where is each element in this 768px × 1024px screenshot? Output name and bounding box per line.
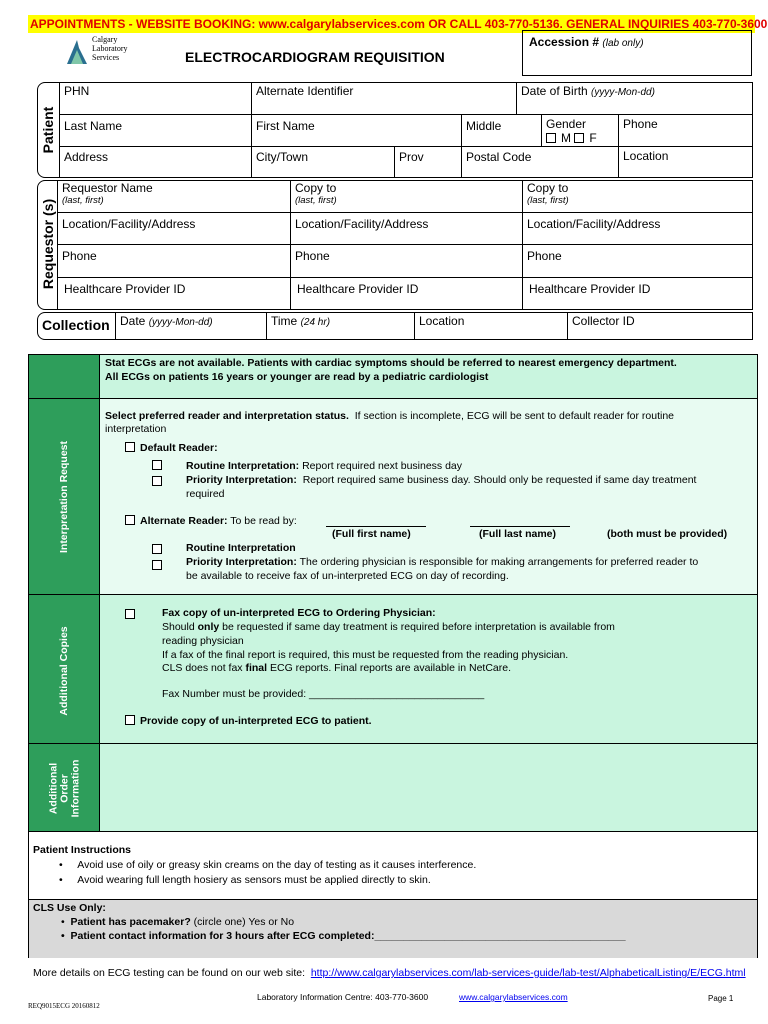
- fax-number-field[interactable]: Fax Number must be provided: ______________________________: [162, 688, 485, 700]
- copy-2-phone-field[interactable]: Phone: [522, 244, 753, 277]
- logo-line-3: Services: [92, 53, 120, 62]
- patient-instructions: Patient Instructions • Avoid use of oily or greasy skin creams on the day of testing as it causes interference. • Avoid wearing full length hosiery as sensors must be applied directly to skin.: [29, 831, 757, 900]
- last-name-line[interactable]: [470, 526, 570, 527]
- copy-to-1-field[interactable]: Copy to (last, first): [290, 180, 522, 212]
- collection-label: Collection: [42, 317, 110, 333]
- requestor-tab: [37, 180, 59, 310]
- default-reader-checkbox[interactable]: [125, 442, 135, 452]
- accession-note: (lab only): [602, 38, 644, 49]
- order-info-label: Additional Order Information: [47, 759, 82, 818]
- form-title: ELECTROCARDIOGRAM REQUISITION: [185, 49, 445, 65]
- order-info-field[interactable]: [99, 743, 757, 831]
- requestor-name-field[interactable]: Requestor Name (last, first): [57, 180, 290, 212]
- interpretation-intro-bold: Select preferred reader and interpretation status.: [105, 410, 349, 422]
- order-info-label-bar: [29, 743, 99, 832]
- instruction-item: Avoid wearing full length hosiery as sensors must be applied directly to skin.: [77, 874, 431, 886]
- accession-label: Accession #: [529, 35, 600, 49]
- copy-1-hcp-id-field[interactable]: Healthcare Provider ID: [290, 277, 522, 310]
- collector-id-field[interactable]: Collector ID: [567, 312, 753, 340]
- notice-panel: [99, 355, 757, 398]
- copy-1-phone-field[interactable]: Phone: [290, 244, 522, 277]
- appointments-banner: APPOINTMENTS - WEBSITE BOOKING: www.calgarylabservices.com OR CALL 403-770-5136. GENERAL INQUIRIES 403-770-3600: [30, 17, 768, 31]
- logo-line-1: Calgary: [92, 35, 118, 44]
- collection-location-field[interactable]: Location: [414, 312, 567, 340]
- contact-info-field[interactable]: Patient contact information for 3 hours after ECG completed:___________________________________________: [70, 930, 626, 942]
- alt-identifier-field[interactable]: Alternate Identifier: [251, 82, 516, 114]
- copies-panel: Fax copy of un-interpreted ECG to Ordering Physician: Should only be requested if same day treatment is required before interpretation is available from reading physician If a fax of the final report is required, this must be requested from the reading physician. CLS does not fax final ECG reports. Final reports are available in NetCare. Fax Number must be provided: ______________________________ Provide copy of un-interpreted ECG to patient.: [99, 594, 757, 743]
- patient-tab: [37, 82, 59, 178]
- page-number: Page 1: [708, 994, 734, 1003]
- dob-field[interactable]: Date of Birth (yyyy-Mon-dd): [516, 82, 753, 114]
- copies-label-bar: [29, 594, 99, 744]
- copy-2-location-field[interactable]: Location/Facility/Address: [522, 212, 753, 244]
- priority-interpretation-checkbox[interactable]: [152, 476, 162, 486]
- alt-routine-checkbox[interactable]: [152, 544, 162, 554]
- city-field[interactable]: City/Town: [251, 146, 394, 178]
- requestor-phone-field[interactable]: Phone: [57, 244, 290, 277]
- copy-to-2-field[interactable]: Copy to (last, first): [522, 180, 753, 212]
- cls-use-panel: CLS Use Only: • Patient has pacemaker? (circle one) Yes or No • Patient contact information for 3 hours after ECG completed:___________________________________________: [29, 899, 757, 958]
- postal-code-field[interactable]: Postal Code: [461, 146, 618, 178]
- alt-priority-checkbox[interactable]: [152, 560, 162, 570]
- footer-site-link[interactable]: www.calgarylabservices.com: [459, 992, 568, 1002]
- gender-field[interactable]: Gender M F: [541, 114, 618, 146]
- copy-2-hcp-id-field[interactable]: Healthcare Provider ID: [522, 277, 753, 310]
- requestor-tab-label: Requestor (s): [40, 198, 56, 290]
- notice-line-2: All ECGs on patients 16 years or younger are read by a pediatric cardiologist: [105, 371, 489, 383]
- gender-f-checkbox[interactable]: [574, 133, 584, 143]
- ecg-info-link[interactable]: http://www.calgarylabservices.com/lab-services-guide/lab-test/AlphabeticalListing/E/ECG.html: [310, 967, 746, 979]
- alternate-reader-checkbox[interactable]: [125, 515, 135, 525]
- location-field[interactable]: Location: [618, 146, 753, 178]
- copies-label: Additional Copies: [58, 626, 70, 716]
- phn-field[interactable]: PHN: [59, 82, 251, 114]
- patient-tab-label: Patient: [40, 106, 56, 154]
- requestor-hcp-id-field[interactable]: Healthcare Provider ID: [57, 277, 290, 310]
- routine-interpretation-checkbox[interactable]: [152, 460, 162, 470]
- address-field[interactable]: Address: [59, 146, 251, 178]
- prov-field[interactable]: Prov: [394, 146, 461, 178]
- first-name-field[interactable]: First Name: [251, 114, 461, 146]
- footer-details: More details on ECG testing can be found on our web site: http://www.calgarylabservices.com/lab-services-guide/lab-test/AlphabeticalListing/E/ECG.html: [33, 967, 746, 979]
- patient-copy-checkbox[interactable]: [125, 715, 135, 725]
- requestor-location-field[interactable]: Location/Facility/Address: [57, 212, 290, 244]
- patient-phone-field[interactable]: Phone: [618, 114, 753, 146]
- collection-date-field[interactable]: Date (yyyy-Mon-dd): [115, 312, 266, 340]
- form-code: REQ9015ECG 20160812: [28, 1002, 100, 1010]
- last-name-field[interactable]: Last Name: [59, 114, 251, 146]
- accession-box[interactable]: [522, 30, 752, 76]
- interpretation-label: Interpretation Request: [58, 441, 70, 554]
- gender-m-checkbox[interactable]: [546, 133, 556, 143]
- logo-line-2: Laboratory: [92, 44, 128, 53]
- interpretation-label-bar: [29, 398, 99, 595]
- cls-logo-icon: [65, 38, 89, 66]
- notice-line-1: Stat ECGs are not available. Patients with cardiac symptoms should be referred to nearest emergency department.: [105, 357, 677, 369]
- instruction-item: Avoid use of oily or greasy skin creams on the day of testing as it causes interference.: [77, 859, 477, 871]
- collection-time-field[interactable]: Time (24 hr): [266, 312, 414, 340]
- middle-name-field[interactable]: Middle: [461, 114, 541, 146]
- first-name-line[interactable]: [326, 526, 426, 527]
- cls-logo: [65, 36, 145, 70]
- interpretation-panel: Select preferred reader and interpretation status. If section is incomplete, ECG will be sent to default reader for routine interpretation Default Reader: Routine Interpretation: Report required next business day Priority Interpretation: Report required same business day. Should only be requested if same day treatment required Alternate Reader: To be read by: (Full first name) (Full last name) (both must be provided) Routine Interpretation Priority Interpretation: The ordering physician is responsible for making arrangements for preferred reader to be available to receive fax of un-interpreted ECG on day of recording.: [99, 398, 757, 594]
- footer-lic: Laboratory Information Centre: 403-770-3600: [257, 992, 429, 1002]
- fax-copy-checkbox[interactable]: [125, 609, 135, 619]
- copy-1-location-field[interactable]: Location/Facility/Address: [290, 212, 522, 244]
